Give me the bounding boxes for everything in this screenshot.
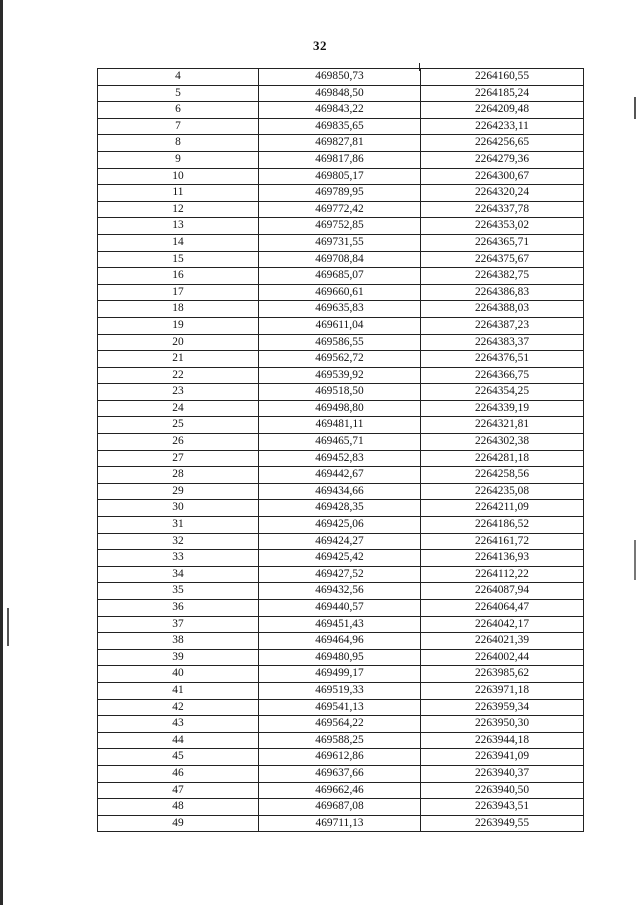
- point-number-cell: 27: [98, 450, 259, 467]
- table-row: [98, 234, 584, 251]
- table-row: [98, 782, 584, 799]
- x-coordinate-cell: 469612,86: [259, 749, 421, 766]
- y-coordinate-cell: 2264321,81: [421, 417, 584, 434]
- point-number-cell: 7: [98, 118, 259, 135]
- y-coordinate-cell: 2264256,65: [421, 135, 584, 152]
- table-row: [98, 118, 584, 135]
- point-number-cell: 46: [98, 765, 259, 782]
- point-number-cell: 12: [98, 201, 259, 218]
- y-coordinate-cell: 2263943,51: [421, 799, 584, 816]
- point-number-cell: 36: [98, 600, 259, 617]
- y-coordinate-cell: 2264160,55: [421, 69, 584, 86]
- x-coordinate-cell: 469731,55: [259, 234, 421, 251]
- table-row: [98, 799, 584, 816]
- x-coordinate-cell: 469424,27: [259, 533, 421, 550]
- x-coordinate-cell: 469481,11: [259, 417, 421, 434]
- x-coordinate-cell: 469541,13: [259, 699, 421, 716]
- coordinates-table-body: [98, 69, 584, 832]
- point-number-cell: 30: [98, 500, 259, 517]
- x-coordinate-cell: 469827,81: [259, 135, 421, 152]
- table-row: [98, 367, 584, 384]
- y-coordinate-cell: 2263940,37: [421, 765, 584, 782]
- y-coordinate-cell: 2264366,75: [421, 367, 584, 384]
- x-coordinate-cell: 469789,95: [259, 185, 421, 202]
- x-coordinate-cell: 469662,46: [259, 782, 421, 799]
- y-coordinate-cell: 2263941,09: [421, 749, 584, 766]
- table-row: [98, 633, 584, 650]
- point-number-cell: 5: [98, 85, 259, 102]
- scan-left-edge: [0, 0, 3, 905]
- y-coordinate-cell: 2264281,18: [421, 450, 584, 467]
- x-coordinate-cell: 469805,17: [259, 168, 421, 185]
- table-row: [98, 417, 584, 434]
- table-row: [98, 168, 584, 185]
- y-coordinate-cell: 2264209,48: [421, 102, 584, 119]
- table-row: [98, 251, 584, 268]
- y-coordinate-cell: 2264136,93: [421, 550, 584, 567]
- point-number-cell: 45: [98, 749, 259, 766]
- y-coordinate-cell: 2264354,25: [421, 384, 584, 401]
- y-coordinate-cell: 2264375,67: [421, 251, 584, 268]
- point-number-cell: 20: [98, 334, 259, 351]
- x-coordinate-cell: 469452,83: [259, 450, 421, 467]
- x-coordinate-cell: 469434,66: [259, 483, 421, 500]
- y-coordinate-cell: 2264233,11: [421, 118, 584, 135]
- x-coordinate-cell: 469539,92: [259, 367, 421, 384]
- table-row: [98, 135, 584, 152]
- x-coordinate-cell: 469518,50: [259, 384, 421, 401]
- table-row: [98, 450, 584, 467]
- y-coordinate-cell: 2264112,22: [421, 566, 584, 583]
- table-row: [98, 483, 584, 500]
- y-coordinate-cell: 2264353,02: [421, 218, 584, 235]
- table-row: [98, 666, 584, 683]
- y-coordinate-cell: 2263959,34: [421, 699, 584, 716]
- x-coordinate-cell: 469442,67: [259, 467, 421, 484]
- point-number-cell: 37: [98, 616, 259, 633]
- scan-artifact-mark: [634, 540, 636, 580]
- point-number-cell: 31: [98, 517, 259, 534]
- point-number-cell: 9: [98, 151, 259, 168]
- y-coordinate-cell: 2264382,75: [421, 268, 584, 285]
- x-coordinate-cell: 469451,43: [259, 616, 421, 633]
- point-number-cell: 8: [98, 135, 259, 152]
- x-coordinate-cell: 469464,96: [259, 633, 421, 650]
- point-number-cell: 4: [98, 69, 259, 86]
- y-coordinate-cell: 2263985,62: [421, 666, 584, 683]
- y-coordinate-cell: 2264320,24: [421, 185, 584, 202]
- table-row: [98, 218, 584, 235]
- y-coordinate-cell: 2264388,03: [421, 301, 584, 318]
- table-row: [98, 284, 584, 301]
- table-row: [98, 69, 584, 86]
- point-number-cell: 14: [98, 234, 259, 251]
- point-number-cell: 35: [98, 583, 259, 600]
- table-row: [98, 533, 584, 550]
- point-number-cell: 43: [98, 716, 259, 733]
- x-coordinate-cell: 469711,13: [259, 815, 421, 832]
- table-row: [98, 102, 584, 119]
- point-number-cell: 6: [98, 102, 259, 119]
- y-coordinate-cell: 2264235,08: [421, 483, 584, 500]
- x-coordinate-cell: 469752,85: [259, 218, 421, 235]
- table-row: [98, 732, 584, 749]
- y-coordinate-cell: 2264021,39: [421, 633, 584, 650]
- table-row: [98, 185, 584, 202]
- table-row: [98, 699, 584, 716]
- point-number-cell: 26: [98, 434, 259, 451]
- x-coordinate-cell: 469586,55: [259, 334, 421, 351]
- table-row: [98, 583, 584, 600]
- x-coordinate-cell: 469432,56: [259, 583, 421, 600]
- x-coordinate-cell: 469850,73: [259, 69, 421, 86]
- point-number-cell: 41: [98, 682, 259, 699]
- y-coordinate-cell: 2264387,23: [421, 317, 584, 334]
- table-row: [98, 467, 584, 484]
- y-coordinate-cell: 2264161,72: [421, 533, 584, 550]
- point-number-cell: 44: [98, 732, 259, 749]
- point-number-cell: 33: [98, 550, 259, 567]
- table-row: [98, 334, 584, 351]
- point-number-cell: 24: [98, 400, 259, 417]
- point-number-cell: 19: [98, 317, 259, 334]
- y-coordinate-cell: 2263944,18: [421, 732, 584, 749]
- x-coordinate-cell: 469425,06: [259, 517, 421, 534]
- x-coordinate-cell: 469835,65: [259, 118, 421, 135]
- point-number-cell: 23: [98, 384, 259, 401]
- x-coordinate-cell: 469817,86: [259, 151, 421, 168]
- point-number-cell: 22: [98, 367, 259, 384]
- point-number-cell: 15: [98, 251, 259, 268]
- point-number-cell: 47: [98, 782, 259, 799]
- x-coordinate-cell: 469687,08: [259, 799, 421, 816]
- y-coordinate-cell: 2264211,09: [421, 500, 584, 517]
- point-number-cell: 38: [98, 633, 259, 650]
- table-row: [98, 517, 584, 534]
- x-coordinate-cell: 469428,35: [259, 500, 421, 517]
- x-coordinate-cell: 469499,17: [259, 666, 421, 683]
- x-coordinate-cell: 469465,71: [259, 434, 421, 451]
- table-row: [98, 268, 584, 285]
- table-row: [98, 716, 584, 733]
- y-coordinate-cell: 2264042,17: [421, 616, 584, 633]
- y-coordinate-cell: 2264339,19: [421, 400, 584, 417]
- x-coordinate-cell: 469562,72: [259, 351, 421, 368]
- x-coordinate-cell: 469440,57: [259, 600, 421, 617]
- point-number-cell: 10: [98, 168, 259, 185]
- y-coordinate-cell: 2264087,94: [421, 583, 584, 600]
- y-coordinate-cell: 2264383,37: [421, 334, 584, 351]
- table-row: [98, 600, 584, 617]
- y-coordinate-cell: 2264186,52: [421, 517, 584, 534]
- y-coordinate-cell: 2264258,56: [421, 467, 584, 484]
- point-number-cell: 32: [98, 533, 259, 550]
- x-coordinate-cell: 469588,25: [259, 732, 421, 749]
- point-number-cell: 17: [98, 284, 259, 301]
- x-coordinate-cell: 469772,42: [259, 201, 421, 218]
- table-row: [98, 500, 584, 517]
- table-row: [98, 550, 584, 567]
- y-coordinate-cell: 2263940,50: [421, 782, 584, 799]
- y-coordinate-cell: 2263950,30: [421, 716, 584, 733]
- table-row: [98, 649, 584, 666]
- y-coordinate-cell: 2264337,78: [421, 201, 584, 218]
- point-number-cell: 18: [98, 301, 259, 318]
- point-number-cell: 34: [98, 566, 259, 583]
- x-coordinate-cell: 469425,42: [259, 550, 421, 567]
- table-row: [98, 151, 584, 168]
- x-coordinate-cell: 469480,95: [259, 649, 421, 666]
- table-row: [98, 384, 584, 401]
- y-coordinate-cell: 2264185,24: [421, 85, 584, 102]
- table-row: [98, 400, 584, 417]
- scan-artifact-mark: [7, 608, 9, 646]
- x-coordinate-cell: 469708,84: [259, 251, 421, 268]
- y-coordinate-cell: 2264376,51: [421, 351, 584, 368]
- point-number-cell: 13: [98, 218, 259, 235]
- x-coordinate-cell: 469498,80: [259, 400, 421, 417]
- point-number-cell: 16: [98, 268, 259, 285]
- y-coordinate-cell: 2264302,38: [421, 434, 584, 451]
- y-coordinate-cell: 2263971,18: [421, 682, 584, 699]
- y-coordinate-cell: 2264279,36: [421, 151, 584, 168]
- x-coordinate-cell: 469519,33: [259, 682, 421, 699]
- x-coordinate-cell: 469637,66: [259, 765, 421, 782]
- point-number-cell: 11: [98, 185, 259, 202]
- point-number-cell: 28: [98, 467, 259, 484]
- y-coordinate-cell: 2264300,67: [421, 168, 584, 185]
- table-row: [98, 765, 584, 782]
- point-number-cell: 39: [98, 649, 259, 666]
- y-coordinate-cell: 2264002,44: [421, 649, 584, 666]
- x-coordinate-cell: 469635,83: [259, 301, 421, 318]
- table-row: [98, 616, 584, 633]
- table-row: [98, 317, 584, 334]
- table-row: [98, 749, 584, 766]
- page-number: 32: [313, 38, 327, 53]
- point-number-cell: 29: [98, 483, 259, 500]
- coordinates-table: [97, 68, 584, 832]
- table-row: [98, 815, 584, 832]
- scan-artifact-mark: [634, 97, 636, 119]
- x-coordinate-cell: 469848,50: [259, 85, 421, 102]
- x-coordinate-cell: 469660,61: [259, 284, 421, 301]
- table-row: [98, 201, 584, 218]
- x-coordinate-cell: 469564,22: [259, 716, 421, 733]
- x-coordinate-cell: 469685,07: [259, 268, 421, 285]
- table-row: [98, 301, 584, 318]
- y-coordinate-cell: 2263949,55: [421, 815, 584, 832]
- table-row: [98, 85, 584, 102]
- table-row: [98, 351, 584, 368]
- y-coordinate-cell: 2264064,47: [421, 600, 584, 617]
- x-coordinate-cell: 469611,04: [259, 317, 421, 334]
- point-number-cell: 49: [98, 815, 259, 832]
- x-coordinate-cell: 469427,52: [259, 566, 421, 583]
- point-number-cell: 21: [98, 351, 259, 368]
- point-number-cell: 25: [98, 417, 259, 434]
- point-number-cell: 48: [98, 799, 259, 816]
- y-coordinate-cell: 2264365,71: [421, 234, 584, 251]
- table-row: [98, 682, 584, 699]
- table-row: [98, 434, 584, 451]
- y-coordinate-cell: 2264386,83: [421, 284, 584, 301]
- table-row: [98, 566, 584, 583]
- point-number-cell: 42: [98, 699, 259, 716]
- x-coordinate-cell: 469843,22: [259, 102, 421, 119]
- point-number-cell: 40: [98, 666, 259, 683]
